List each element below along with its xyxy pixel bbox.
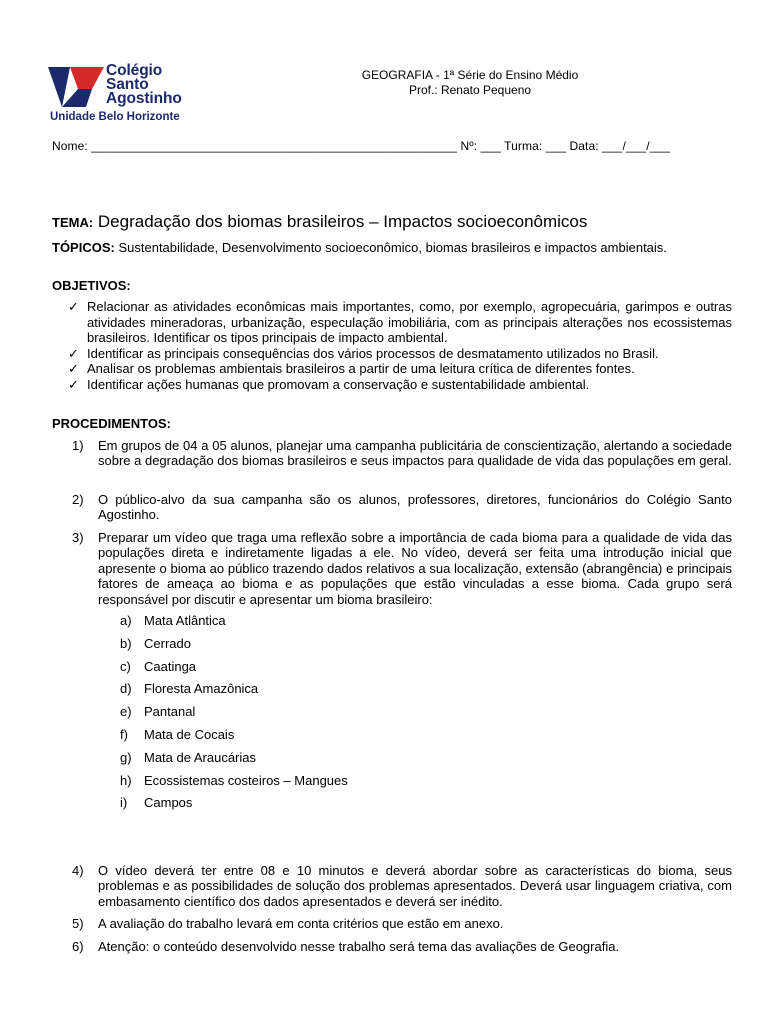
list-item: ✓ Identificar ações humanas que promovam a conservação e sustentabilidade ambiental. (68, 376, 590, 392)
procedimento-item: 4) O vídeo deverá ter entre 08 e 10 minutos e deverá abordar sobre as características do bioma, seus problemas e as possibilidades de solução dos problemas apresentados. Deverá usar linguagem criativa, com embasamento científico dos dados apresentados e deverá ser inédito. (72, 863, 732, 909)
topicos-text: Sustentabilidade, Desenvolvimento socioeconômico, biomas brasileiros e impactos ambientais. (118, 240, 667, 255)
procedimento-item: 5) A avaliação do trabalho levará em conta critérios que estão em anexo. (72, 916, 504, 931)
checkmark-icon: ✓ (68, 376, 79, 392)
school-logo (48, 64, 208, 126)
checkmark-icon: ✓ (68, 361, 79, 376)
list-item: ✓ Identificar as principais consequências dos vários processos de desmatamento utilizados no Brasil. (68, 345, 659, 361)
procedimentos-title: PROCEDIMENTOS: (52, 416, 171, 431)
school-unit: Unidade Belo Horizonte (50, 111, 180, 123)
list-item: ✓ Relacionar as atividades econômicas mais importantes, como, por exemplo, agropecuária, garimpos e outras atividades mineradoras, urbanização, especulação imobiliária, com as principais alterações nos ecossistemas brasileiros. Identificar os tipos principais de impacto ambiental. (68, 299, 732, 345)
objetivos-list (68, 299, 732, 392)
tema-text: Degradação dos biomas brasileiros – Impactos socioeconômicos (97, 212, 588, 231)
topicos-label: TÓPICOS: (52, 240, 115, 255)
list-item: ✓ Analisar os problemas ambientais brasileiros a partir de uma leitura crítica de diferentes fontes. (68, 361, 635, 376)
teacher-line: Prof.: Renato Pequeno (408, 83, 532, 97)
school-emblem-icon (48, 67, 104, 107)
student-info-line: Nome: ______________________________________________________ Nº: ___ Turma: ___ Data: ___/___/___ (52, 139, 670, 153)
procedimento-item: 1) Em grupos de 04 a 05 alunos, planejar uma campanha publicitária de conscientização, alertando a sociedade sobre a degradação dos biomas brasileiros e seus impactos para qualidade de vida das populações em geral. (72, 438, 732, 469)
checkmark-icon: ✓ (68, 299, 79, 314)
objetivos-title: OBJETIVOS: (52, 278, 131, 293)
tema-label: TEMA: (52, 215, 94, 230)
procedimento-item: 6) Atenção: o conteúdo desenvolvido nesse trabalho será tema das avaliações de Geografia. (72, 939, 620, 954)
topicos (52, 240, 667, 255)
checkmark-icon: ✓ (68, 345, 79, 361)
tema (52, 212, 587, 232)
document-header (300, 68, 640, 98)
school-name: Colégio Santo Agostinho (106, 62, 182, 107)
subject-line: GEOGRAFIA - 1ª Série do Ensino Médio (361, 68, 579, 82)
procedimento-item: 2) O público-alvo da sua campanha são os alunos, professores, diretores, funcionários do Colégio Santo Agostinho. (72, 492, 732, 523)
procedimento-item: 3) Preparar um vídeo que traga uma reflexão sobre a importância de cada bioma para a qualidade de vida das populações direta e indiretamente ligadas a ele. No vídeo, deverá ser feita uma introdução inicial que apresente o bioma ao público trazendo dados relativos a sua localização, extensão (abrangência) e principais fatores de ameaça ao bioma e as populações que estão vinculadas a esse bioma. Cada grupo será responsável por discutir e apresentar um bioma brasileiro: (72, 530, 732, 607)
